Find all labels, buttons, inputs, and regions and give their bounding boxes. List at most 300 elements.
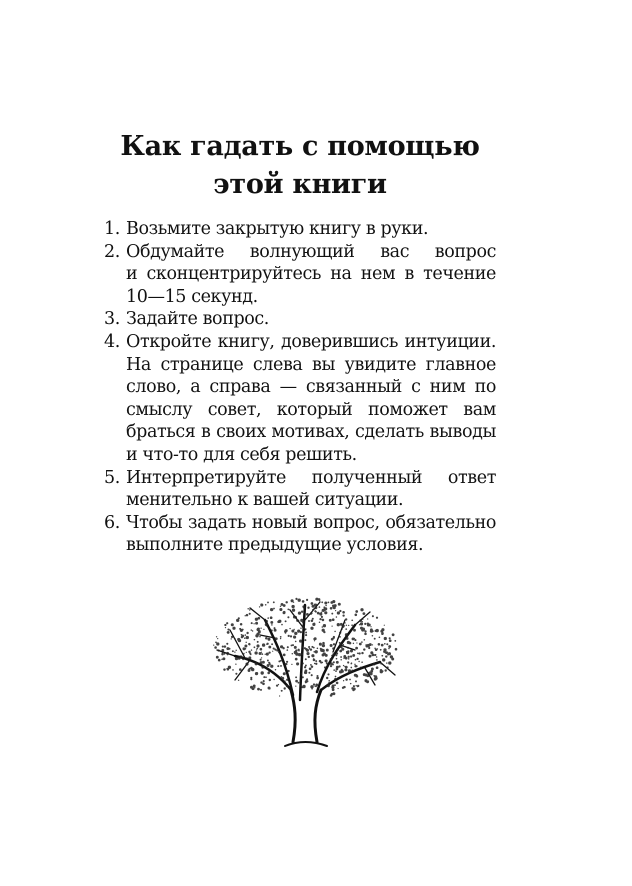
leaf-mark [309, 667, 312, 670]
leaf-mark [281, 676, 282, 677]
item-text [126, 308, 496, 331]
leaf-mark [262, 643, 265, 646]
leaf-mark [348, 669, 351, 672]
leaf-mark [269, 679, 271, 681]
leaf-mark [286, 649, 288, 651]
leaf-mark [265, 654, 266, 655]
leaf-mark [295, 641, 297, 643]
leaf-mark [335, 610, 336, 611]
leaf-mark [310, 685, 313, 688]
leaf-mark [245, 615, 246, 616]
leaf-mark [291, 664, 292, 665]
leaf-mark [313, 647, 315, 649]
leaf-mark [224, 624, 226, 626]
leaf-mark [335, 654, 337, 656]
leaf-mark [262, 666, 264, 668]
leaf-mark [321, 616, 323, 618]
leaf-mark [327, 684, 330, 687]
leaf-mark [273, 601, 275, 603]
leaf-mark [331, 613, 333, 615]
leaf-mark [311, 666, 313, 668]
leaf-mark [238, 680, 239, 681]
leaf-mark [234, 638, 235, 639]
leaf-mark [316, 677, 319, 680]
leaf-mark [384, 643, 386, 645]
leaf-mark [330, 658, 333, 661]
text-line: Возьмите закрытую книгу в руки. [126, 219, 429, 239]
leaf-mark [312, 609, 314, 611]
item-text [126, 512, 496, 557]
leaf-mark [361, 628, 364, 631]
leaf-mark [287, 609, 289, 611]
leaf-mark [372, 654, 375, 657]
leaf-mark [221, 649, 224, 652]
list-item [104, 331, 496, 467]
leaf-mark [275, 669, 276, 670]
leaf-mark [271, 643, 273, 645]
leaf-mark [363, 648, 365, 650]
leaf-mark [325, 685, 326, 686]
leaf-mark [313, 659, 316, 662]
leaf-mark [367, 618, 368, 619]
leaf-mark [375, 630, 377, 632]
leaf-mark [342, 611, 345, 614]
text-line: смыслу совет, который поможет вам [126, 399, 496, 420]
leaf-mark [387, 654, 389, 656]
leaf-mark [304, 666, 306, 668]
item-text [126, 241, 496, 309]
leaf-mark [339, 632, 341, 634]
leaf-mark [353, 629, 356, 632]
leaf-mark [317, 612, 320, 615]
leaf-mark [343, 665, 344, 666]
leaf-mark [256, 649, 257, 650]
leaf-mark [384, 625, 385, 626]
leaf-mark [332, 663, 334, 665]
leaf-mark [389, 637, 391, 639]
leaf-mark [319, 613, 322, 616]
leaf-mark [226, 652, 229, 655]
leaf-mark [394, 640, 396, 642]
leaf-mark [348, 625, 349, 626]
leaf-mark [337, 623, 340, 626]
leaf-mark [345, 618, 347, 620]
leaf-mark [213, 644, 214, 645]
leaf-mark [336, 661, 339, 664]
leaf-mark [303, 606, 305, 608]
leaf-mark [274, 629, 277, 632]
leaf-mark [254, 646, 256, 648]
leaf-mark [286, 679, 288, 681]
leaf-mark [261, 653, 263, 655]
leaf-mark [310, 627, 313, 630]
leaf-mark [292, 644, 294, 646]
leaf-mark [273, 608, 275, 610]
leaf-mark [364, 633, 367, 636]
leaf-mark [270, 665, 273, 668]
leaf-mark [268, 671, 269, 672]
leaf-mark [238, 617, 240, 619]
leaf-mark [326, 677, 328, 679]
leaf-mark [295, 686, 296, 687]
leaf-mark [245, 634, 247, 636]
leaf-mark [278, 652, 279, 653]
leaf-mark [380, 630, 383, 633]
leaf-mark [223, 668, 225, 670]
leaf-mark [294, 632, 297, 635]
leaf-mark [308, 672, 310, 674]
text-line: браться в своих мотивах, сделать выводы [126, 422, 496, 443]
leaf-mark [330, 694, 333, 697]
leaf-mark [358, 661, 359, 662]
leaf-mark [311, 674, 313, 676]
leaf-mark [340, 659, 342, 661]
leaf-mark [240, 623, 243, 626]
text-line: выполните предыдущие условия. [126, 535, 424, 556]
text-line: и что-то для себя решить. [126, 444, 357, 465]
leaf-mark [325, 605, 327, 607]
leaf-mark [316, 675, 318, 677]
leaf-mark [223, 653, 225, 655]
leaf-mark [248, 669, 251, 672]
leaf-mark [361, 661, 363, 663]
leaf-mark [261, 657, 262, 658]
leaf-mark [270, 621, 273, 624]
leaf-mark [299, 640, 302, 643]
instructions-list [104, 218, 496, 557]
leaf-mark [346, 625, 347, 626]
leaf-mark [215, 641, 217, 643]
leaf-mark [311, 620, 314, 623]
leaf-mark [345, 666, 348, 669]
leaf-mark [322, 649, 325, 652]
leaf-mark [257, 641, 259, 643]
leaf-mark [251, 649, 252, 650]
list-item [104, 218, 496, 241]
leaf-mark [265, 676, 267, 678]
leaf-mark [218, 659, 221, 662]
leaf-mark [295, 598, 297, 600]
leaf-mark [383, 651, 385, 653]
leaf-mark [217, 638, 218, 639]
leaf-mark [392, 633, 395, 636]
leaf-mark [260, 628, 261, 629]
leaf-mark [265, 637, 268, 640]
leaf-mark [272, 651, 273, 652]
leaf-mark [286, 661, 288, 663]
leaf-mark [280, 638, 281, 639]
leaf-mark [222, 657, 225, 660]
leaf-mark [285, 663, 287, 665]
leaf-mark [243, 647, 245, 649]
leaf-mark [294, 629, 295, 630]
leaf-mark [302, 685, 305, 688]
leaf-mark [351, 662, 353, 664]
leaf-mark [279, 608, 282, 611]
leaf-mark [384, 637, 387, 640]
leaf-mark [364, 673, 367, 676]
leaf-mark [386, 666, 388, 668]
leaf-mark [330, 665, 332, 667]
leaf-mark [289, 609, 290, 610]
leaf-mark [333, 684, 335, 686]
leaf-mark [389, 639, 392, 642]
text-line: 10—15 секунд. [126, 286, 258, 307]
leaf-mark [305, 669, 308, 672]
leaf-mark [262, 683, 265, 686]
leaf-mark [321, 626, 323, 628]
leaf-mark [353, 685, 355, 687]
leaf-mark [250, 686, 253, 689]
leaf-mark [315, 660, 317, 662]
leaf-mark [381, 644, 384, 647]
leaf-mark [301, 673, 303, 675]
leaf-mark [314, 640, 315, 641]
leaf-mark [298, 599, 301, 602]
leaf-mark [243, 653, 244, 654]
leaf-mark [319, 643, 322, 646]
leaf-mark [319, 660, 321, 662]
leaf-mark [327, 664, 329, 666]
leaf-mark [322, 644, 325, 647]
item-text [126, 331, 496, 467]
leaf-mark [315, 650, 318, 653]
leaf-mark [260, 659, 262, 661]
leaf-mark [267, 617, 269, 619]
leaf-mark [231, 623, 234, 626]
leaf-mark [256, 648, 258, 650]
leaf-mark [227, 631, 230, 634]
leaf-mark [349, 679, 351, 681]
leaf-mark [345, 633, 348, 636]
leaf-mark [251, 622, 253, 624]
leaf-mark [355, 659, 357, 661]
leaf-mark [340, 656, 342, 658]
leaf-mark [395, 648, 398, 651]
leaf-mark [373, 663, 376, 666]
leaf-mark [362, 619, 363, 620]
leaf-mark [353, 687, 356, 690]
leaf-mark [273, 679, 274, 680]
item-number: 5. [104, 467, 120, 488]
leaf-mark [239, 655, 242, 658]
leaf-mark [302, 600, 305, 603]
leaf-mark [226, 668, 227, 669]
leaf-mark [388, 661, 391, 664]
leaf-mark [281, 690, 283, 692]
leaf-mark [292, 609, 295, 612]
leaf-mark [270, 616, 273, 619]
leaf-mark [267, 660, 269, 662]
leaf-mark [372, 644, 373, 645]
leaf-mark [283, 672, 286, 675]
leaf-mark [263, 676, 265, 678]
leaf-mark [248, 656, 251, 659]
leaf-mark [249, 613, 251, 615]
leaf-mark [286, 685, 288, 687]
leaf-mark [381, 632, 384, 635]
leaf-mark [259, 636, 261, 638]
list-item [104, 241, 496, 309]
leaf-mark [353, 643, 354, 644]
leaf-mark [363, 612, 366, 615]
leaf-mark [292, 653, 293, 654]
leaf-mark [342, 687, 344, 689]
leaf-mark [360, 622, 363, 625]
leaf-mark [311, 654, 314, 657]
leaf-mark [360, 608, 363, 611]
leaf-mark [284, 687, 286, 689]
leaf-mark [339, 636, 341, 638]
leaf-mark [330, 607, 333, 610]
leaf-mark [354, 665, 356, 667]
leaf-mark [287, 670, 289, 672]
leaf-mark [342, 628, 343, 629]
leaf-mark [248, 643, 250, 645]
leaf-mark [382, 658, 385, 661]
leaf-mark [351, 670, 353, 672]
item-text [126, 467, 496, 512]
leaf-mark [386, 643, 388, 645]
leaf-mark [360, 667, 362, 669]
leaf-mark [305, 658, 307, 660]
leaf-mark [301, 653, 303, 655]
leaf-mark [244, 645, 247, 648]
leaf-mark [351, 624, 353, 626]
text-line: Чтобы задать новый вопрос, обязательно [126, 512, 496, 533]
leaf-mark [355, 647, 358, 650]
leaf-mark [281, 624, 283, 626]
page-title [0, 128, 600, 204]
leaf-mark [372, 635, 374, 637]
leaf-mark [232, 627, 235, 630]
leaf-mark [302, 626, 305, 629]
item-number: 4. [104, 331, 120, 352]
leaf-mark [315, 606, 318, 609]
leaf-mark [346, 651, 349, 654]
leaf-mark [268, 646, 271, 649]
leaf-mark [350, 655, 352, 657]
leaf-mark [368, 647, 370, 649]
leaf-mark [314, 637, 317, 640]
leaf-mark [306, 649, 309, 652]
leaf-mark [369, 643, 372, 646]
leaf-mark [268, 651, 270, 653]
leaf-mark [226, 622, 228, 624]
leaf-mark [330, 644, 333, 647]
leaf-mark [384, 669, 386, 671]
leaf-mark [350, 683, 351, 684]
leaf-mark [295, 680, 298, 683]
leaf-mark [353, 638, 355, 640]
leaf-mark [254, 651, 257, 654]
leaf-mark [354, 674, 357, 677]
leaf-mark [276, 684, 278, 686]
leaf-mark [313, 683, 315, 685]
leaf-mark [334, 604, 337, 607]
leaf-mark [348, 658, 350, 660]
leaf-mark [337, 611, 340, 614]
leaf-mark [372, 615, 374, 617]
title-line: Как гадать с помощью [120, 131, 480, 162]
leaf-mark [306, 599, 308, 601]
leaf-mark [362, 621, 363, 622]
leaf-mark [358, 652, 360, 654]
leaf-mark [307, 607, 309, 609]
leaf-mark [288, 635, 290, 637]
leaf-mark [305, 628, 307, 630]
leaf-mark [377, 662, 378, 663]
leaf-mark [290, 635, 292, 637]
leaf-mark [334, 679, 336, 681]
leaf-mark [322, 654, 325, 657]
leaf-mark [361, 641, 363, 643]
leaf-mark [320, 662, 322, 664]
leaf-mark [273, 648, 275, 650]
leaf-mark [250, 678, 252, 680]
leaf-mark [379, 636, 381, 638]
leaf-mark [385, 651, 388, 654]
leaf-mark [241, 636, 243, 638]
item-number: 1. [104, 219, 120, 239]
leaf-mark [285, 620, 287, 622]
leaf-mark [293, 636, 296, 639]
leaf-mark [246, 652, 247, 653]
leaf-mark [337, 649, 339, 651]
leaf-mark [235, 673, 237, 675]
leaf-mark [351, 619, 353, 621]
leaf-mark [336, 682, 339, 685]
leaf-mark [246, 614, 249, 617]
leaf-mark [260, 661, 263, 664]
leaf-mark [280, 606, 281, 607]
leaf-mark [302, 676, 304, 678]
leaf-mark [268, 662, 270, 664]
leaf-mark [324, 611, 327, 614]
leaf-mark [263, 629, 264, 630]
leaf-mark [255, 622, 258, 625]
leaf-mark [355, 614, 358, 617]
leaf-mark [267, 664, 270, 667]
leaf-mark [289, 628, 290, 629]
leaf-mark [320, 648, 322, 650]
leaf-mark [308, 656, 310, 658]
text-line: слово, а справа — связанный с ним по [126, 377, 496, 398]
leaf-mark [310, 664, 312, 666]
item-number: 3. [104, 309, 120, 330]
leaf-mark [298, 649, 300, 651]
leaf-mark [265, 623, 268, 626]
text-line: Интерпретируйте полученный ответ [126, 467, 496, 488]
leaf-mark [270, 608, 273, 611]
leaf-mark [214, 646, 217, 649]
leaf-mark [253, 684, 256, 687]
leaf-mark [332, 653, 334, 655]
leaf-mark [295, 676, 297, 678]
leaf-mark [361, 652, 363, 654]
leaf-mark [341, 646, 342, 647]
leaf-mark [376, 656, 377, 657]
leaf-mark [386, 662, 387, 663]
leaf-mark [376, 617, 378, 619]
leaf-mark [302, 662, 304, 664]
leaf-mark [341, 669, 343, 671]
leaf-mark [217, 649, 219, 651]
leaf-mark [355, 685, 356, 686]
leaf-mark [239, 668, 242, 671]
leaf-mark [232, 669, 234, 671]
leaf-mark [324, 666, 326, 668]
